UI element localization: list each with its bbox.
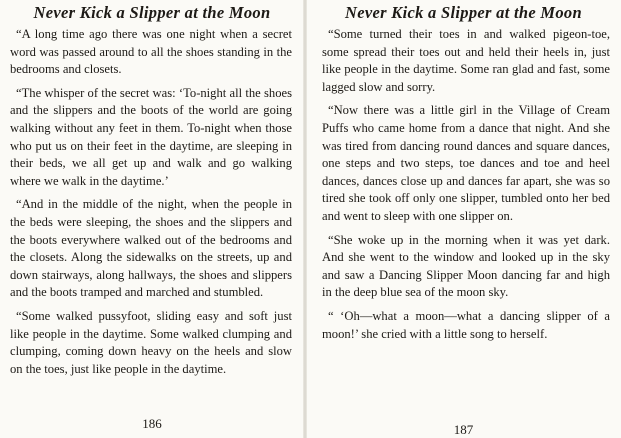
page-body-left xyxy=(10,26,292,378)
running-title-left: Never Kick a Slipper at the Moon xyxy=(33,3,271,22)
paragraph: “The whisper of the secret was: ‘To-night all the shoes and the slippers and the boots of the world are going walking without any feet in them. To-night when those who put us on their feet in the daytime, are sleeping in their beds, we all get up and walk and go walking where we walk in the daytime.’ xyxy=(10,85,292,188)
paragraph: “ ‘Oh—what a moon—what a dancing slipper of a moon!’ she cried with a little song to herself. xyxy=(322,308,610,341)
running-title-right: Never Kick a Slipper at the Moon xyxy=(345,3,582,22)
page-body-right xyxy=(322,26,610,343)
paragraph: “Some walked pussyfoot, sliding easy and soft just like people in the daytime. Some walked clumping and clumping, coming down heavy on the heels and slow on the toes, just like people in the daytime. xyxy=(10,308,292,376)
left-page xyxy=(0,0,304,438)
right-page xyxy=(306,0,621,438)
paragraph: “Some turned their toes in and walked pigeon-toe, some spread their toes out and held their heels in, just like people in the daytime. Some ran glad and fast, some lagged slow and sorry. xyxy=(322,27,610,94)
page-number-right: 187 xyxy=(453,422,474,437)
page-number-left: 186 xyxy=(142,416,162,431)
paragraph: “A long time ago there was one night when a secret word was passed around to all the shoes standing in the bedrooms and closets. xyxy=(10,27,292,77)
paragraph: “Now there was a little girl in the Village of Cream Puffs who came home from a dance that night. And she was tired from dancing round dances and square dances, one steps and two steps, toe dances and toe and heel dances, dances close up and dances far apart, she was so tired she took off only one slipper, tumbled onto her bed and went to sleep with one slipper on. xyxy=(322,103,610,223)
paragraph: “She woke up in the morning when it was yet dark. And she went to the window and looked up in the sky and saw a Dancing Slipper Moon dancing far and high in the deep blue sea of the moon sky. xyxy=(322,232,610,300)
paragraph: “And in the middle of the night, when the people in the beds were sleeping, the shoes and the slippers and the boots everywhere walked out of the bedrooms and the closets. Along the sidewalks on the streets, up and down stairways, along hallways, the shoes and slippers and the boots tramped and marched and stumbled. xyxy=(10,197,292,300)
